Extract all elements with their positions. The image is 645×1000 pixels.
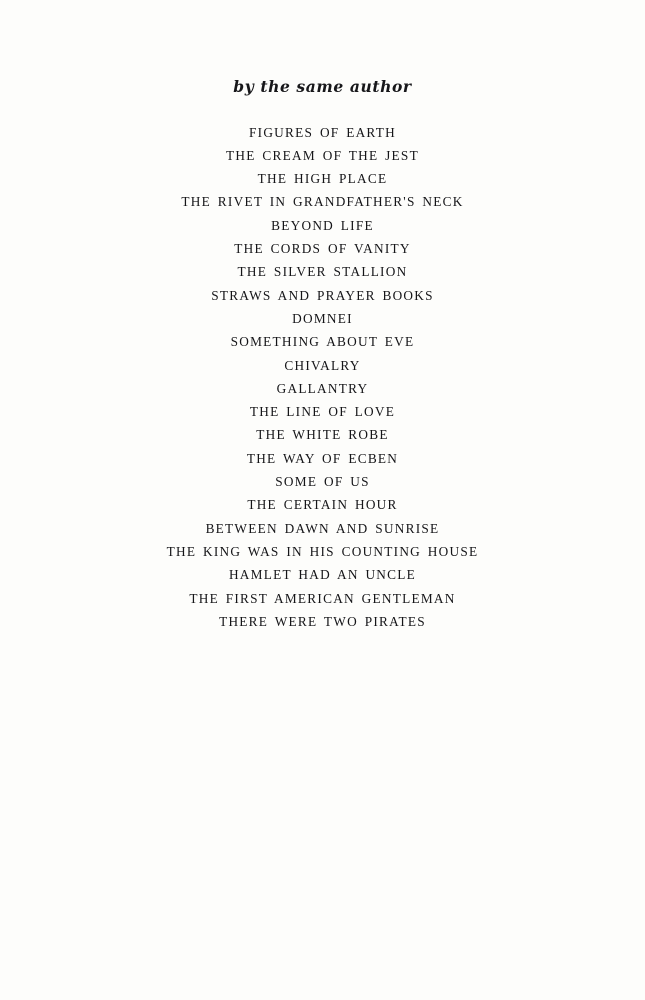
list-item: THE SILVER STALLION — [237, 264, 408, 280]
list-item: THE WHITE ROBE — [256, 427, 389, 443]
list-item: THERE WERE TWO PIRATES — [219, 613, 426, 629]
list-item: DOMNEI — [292, 310, 353, 326]
list-item: FIGURES OF EARTH — [249, 124, 396, 140]
list-item: CHIVALRY — [284, 357, 361, 373]
list-item: SOMETHING ABOUT EVE — [230, 334, 415, 350]
list-item: THE HIGH PLACE — [257, 171, 388, 187]
list-item: THE RIVET IN GRANDFATHER'S NECK — [181, 194, 464, 210]
list-item: HAMLET HAD AN UNCLE — [228, 567, 417, 583]
list-item: THE CREAM OF THE JEST — [226, 147, 419, 163]
list-item: THE CERTAIN HOUR — [247, 497, 398, 513]
list-item: BEYOND LIFE — [271, 217, 374, 233]
list-item: GALLANTRY — [276, 380, 369, 396]
list-item: SOME OF US — [275, 474, 370, 490]
list-item: THE FIRST AMERICAN GENTLEMAN — [189, 590, 456, 606]
book-title-list — [0, 121, 645, 634]
list-item: THE CORDS OF VANITY — [234, 241, 411, 257]
list-item: THE WAY OF ECBEN — [246, 450, 399, 466]
list-item: BETWEEN DAWN AND SUNRISE — [205, 520, 440, 536]
list-item: THE LINE OF LOVE — [249, 404, 396, 420]
list-item: STRAWS AND PRAYER BOOKS — [211, 287, 434, 303]
by-the-same-author-section — [0, 78, 645, 633]
list-item: THE KING WAS IN HIS COUNTING HOUSE — [166, 543, 479, 559]
page-title: by the same author — [233, 77, 412, 96]
